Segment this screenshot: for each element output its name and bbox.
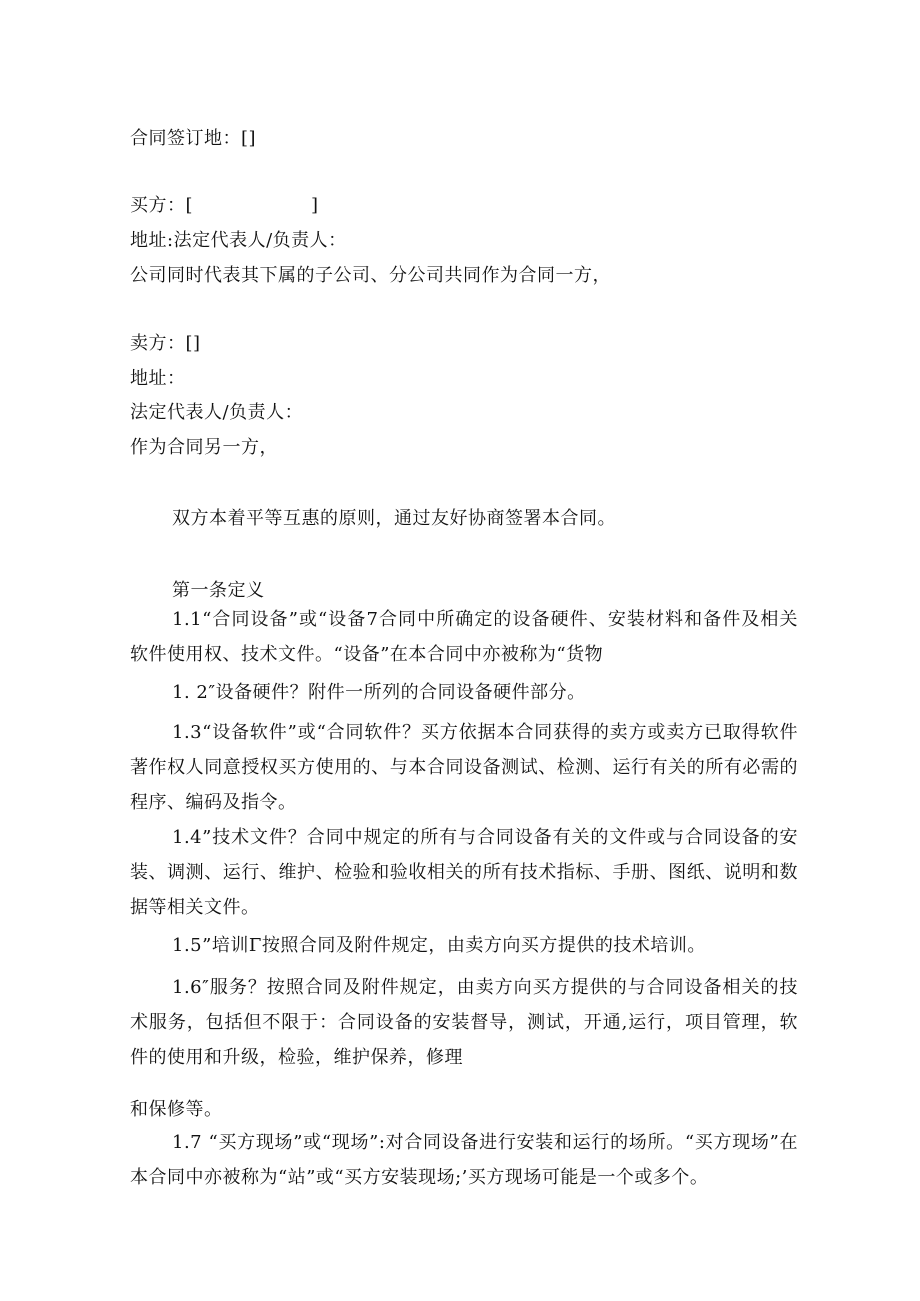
- seller-line: 卖方：[]: [130, 333, 201, 354]
- clause-1-5: 1.5”培训Γ按照合同及附件规定，由卖方向买方提供的技术培训。: [172, 935, 706, 956]
- buyer-label: 买方：[: [130, 195, 194, 216]
- signing-place: 合同签订地：[]: [130, 128, 257, 149]
- seller-note: 作为合同另一方，: [130, 437, 278, 458]
- buyer-bracket-close: ]: [311, 195, 319, 216]
- clause-1-4: 1.4”技术文件？合同中规定的所有与合同设备有关的文件或与合同设备的安装、调测、运行、维护、检验和验收相关的所有技术指标、手册、图纸、说明和数据等相关文件。: [130, 827, 798, 918]
- buyer-line: [130, 194, 319, 218]
- clause-1-2: 1. 2″设备硬件？附件一所列的合同设备硬件部分。: [172, 682, 586, 703]
- buyer-address-rep: 地址:法定代表人/负责人：: [130, 230, 347, 251]
- article-heading: 第一条定义: [172, 580, 265, 601]
- seller-address: 地址：: [130, 368, 186, 389]
- clause-1-6: 1.6″服务？按照合同及附件规定，由卖方向买方提供的与合同设备相关的技术服务，包括但不限于：合同设备的安装督导，测试，开通,运行，项目管理，软件的使用和升级，检验，维护保养，修理: [130, 977, 798, 1068]
- clause-1-6-continued: 和保修等。: [130, 1099, 223, 1120]
- seller-rep: 法定代表人/负责人：: [130, 402, 304, 423]
- clause-1-3: 1.3“设备软件”或“合同软件？买方依据本合同获得的卖方或卖方已取得软件著作权人同意授权买方使用的、与本合同设备测试、检测、运行有关的所有必需的程序、编码及指令。: [130, 722, 798, 813]
- clause-1-1: 1.1“合同设备”或“设备7合同中所确定的设备硬件、安装材料和备件及相关软件使用权、技术文件。“设备”在本合同中亦被称为“货物: [130, 609, 798, 665]
- clause-1-7: 1.7 “买方现场”或“现场”:对合同设备进行安装和运行的场所。“买方现场”在本合同中亦被称为“站”或“买方安装现场;’买方现场可能是一个或多个。: [130, 1132, 798, 1188]
- intro-paragraph: 双方本着平等互惠的原则，通过友好协商签署本合同。: [172, 508, 616, 529]
- buyer-note: 公司同时代表其下属的子公司、分公司共同作为合同一方，: [130, 265, 611, 286]
